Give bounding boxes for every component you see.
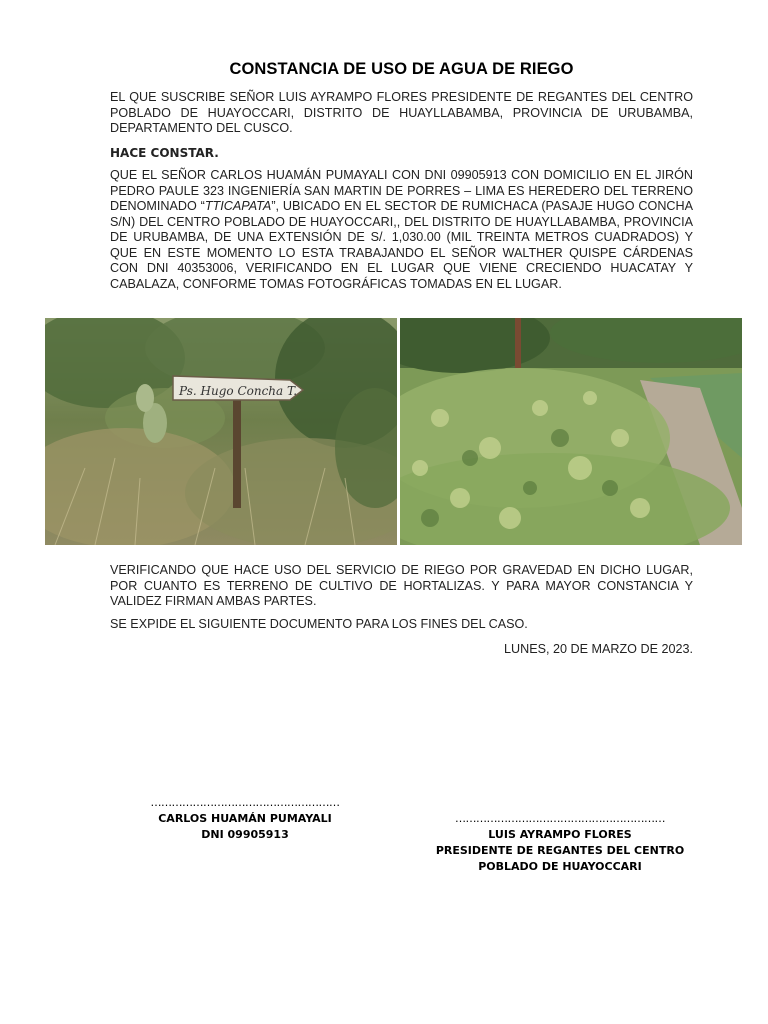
issuance-paragraph: SE EXPIDE EL SIGUIENTE DOCUMENTO PARA LOS FINES DEL CASO. — [110, 617, 528, 631]
signer-name: LUIS AYRAMPO FLORES — [488, 828, 632, 841]
intro-paragraph: EL QUE SUSCRIBE SEÑOR LUIS AYRAMPO FLORES PRESIDENTE DE REGANTES DEL CENTRO POBLADO DE HUAYOCCARI, DISTRITO DE HUAYLLABAMBA, PROVINCIA DE URUBAMBA, DEPARTAMENTO DEL CUSCO. — [110, 90, 693, 135]
declaration-text-b: ”, UBICADO EN EL SECTOR DE RUMICHACA (PASAJE HUGO CONCHA S/N) DEL CENTRO POBLADO DE HUAYOCCARI,, DEL DISTRITO DE HUAYLLABAMBA, PROVINCIA DE URUBAMBA, DE UNA EXTENSIÓN DE S/. 1,030.00 (MIL TREINTA METROS CUADRADOS) Y QUE EN ESTE MOMENTO LO ESTA TRABAJANDO EL SEÑOR WALTHER QUISPE CÁRDENAS CON DNI 40353006, VERIFICANDO EN EL LUGAR QUE VIENE CRECIENDO HUACATAY Y CABALAZA, CONFORME TOMAS FOTOGRÁFICAS TOMADAS EN EL LUGAR. — [110, 199, 694, 291]
signer-name: CARLOS HUAMÁN PUMAYALI — [158, 812, 332, 825]
photo-crop-field — [400, 318, 742, 545]
signature-line: ……………………………………………… — [150, 796, 340, 809]
declaration-paragraph — [110, 168, 693, 292]
hace-constar-heading: HACE CONSTAR. — [110, 146, 219, 160]
sign-text: Ps. Hugo Concha T. — [179, 384, 298, 398]
verification-paragraph: VERIFICANDO QUE HACE USO DEL SERVICIO DE RIEGO POR GRAVEDAD EN DICHO LUGAR, POR CUANTO ES TERRENO DE CULTIVO DE HORTALIZAS. Y PARA MAYOR CONSTANCIA Y VALIDEZ FIRMAN AMBAS PARTES. — [110, 563, 693, 608]
signer-role-line-2: POBLADO DE HUAYOCCARI — [478, 860, 642, 873]
signature-block-right — [410, 811, 710, 875]
document-date: LUNES, 20 DE MARZO DE 2023. — [504, 642, 693, 656]
signature-block-left — [130, 795, 360, 843]
terrain-name: TTICAPATA — [204, 199, 272, 213]
photo-sign-vegetation — [45, 318, 397, 545]
signature-line: …………………………………………………… — [455, 812, 665, 825]
declaration-text-a: QUE EL SEÑOR CARLOS HUAMÁN PUMAYALI CON DNI 09905913 CON DOMICILIO EN EL JIRÓN PEDRO PAULE 323 INGENIERÍA SAN MARTIN DE PORRES – LIMA ES HEREDERO DEL TERRENO DENOMINADO “ — [110, 168, 693, 213]
signer-id: DNI 09905913 — [201, 828, 289, 841]
signer-role-line-1: PRESIDENTE DE REGANTES DEL CENTRO — [435, 844, 685, 857]
document-title: CONSTANCIA DE USO DE AGUA DE RIEGO — [229, 60, 574, 78]
